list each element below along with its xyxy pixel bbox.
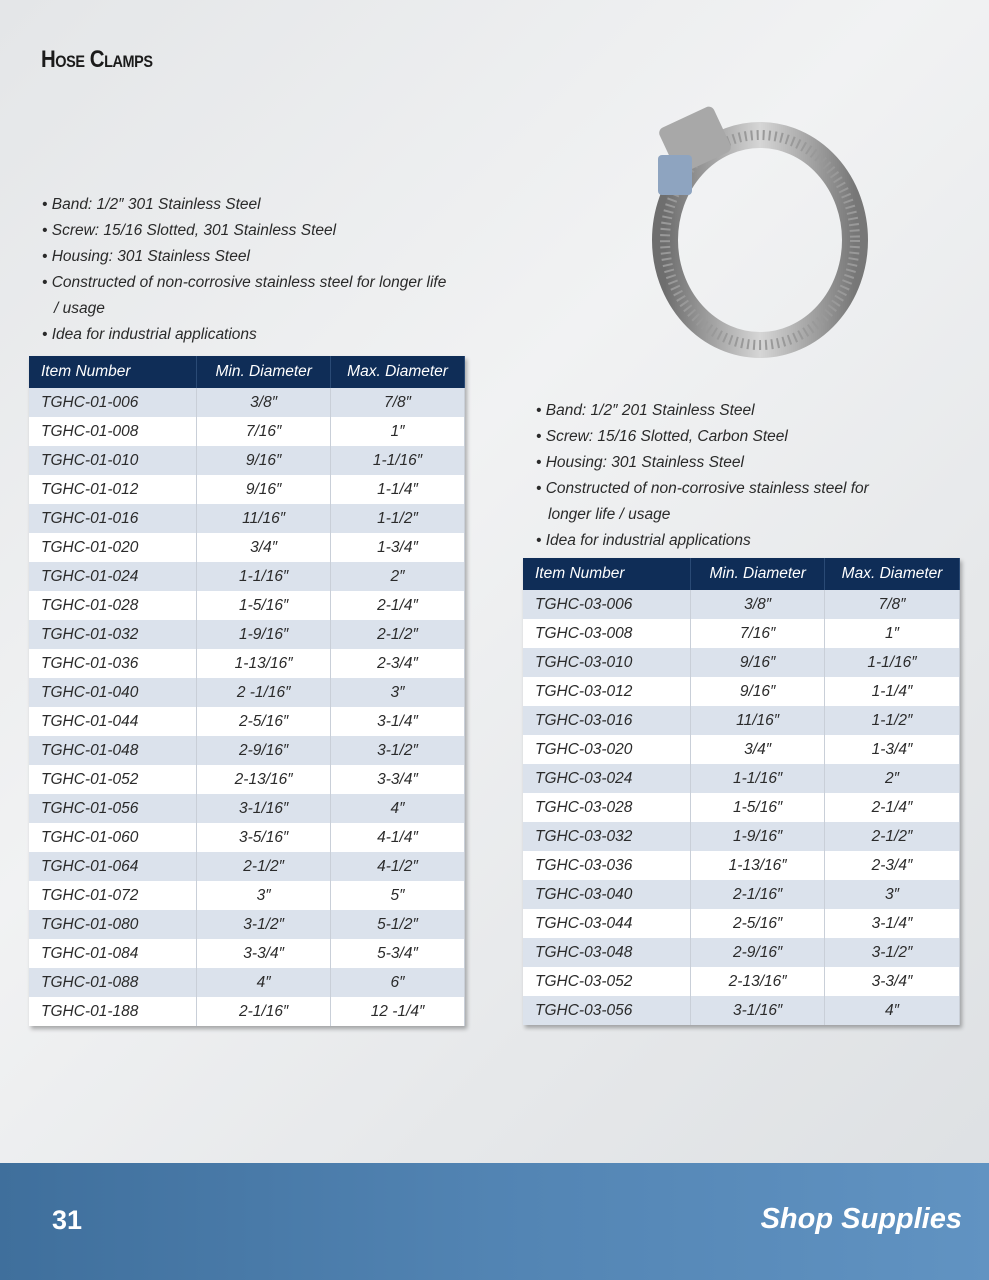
item-number-cell: TGHC-01-080: [29, 910, 197, 939]
item-number-cell: TGHC-01-032: [29, 620, 197, 649]
min-diameter-cell: 2 -1/16″: [197, 678, 331, 707]
max-diameter-cell: 12 -1/4″: [331, 997, 465, 1026]
item-number-cell: TGHC-01-024: [29, 562, 197, 591]
max-diameter-cell: 3-1/4″: [331, 707, 465, 736]
min-diameter-cell: 2-1/16″: [691, 880, 825, 909]
max-diameter-cell: 1-1/2″: [331, 504, 465, 533]
max-diameter-cell: 2-1/4″: [825, 793, 960, 822]
spec-bullet: • Band: 1/2″ 301 Stainless Steel: [42, 192, 452, 218]
min-diameter-cell: 1-1/16″: [691, 764, 825, 793]
table-row: [523, 764, 960, 793]
max-diameter-cell: 2-1/2″: [331, 620, 465, 649]
spec-bullet: • Constructed of non-corrosive stainless steel for longer life / usage: [536, 476, 896, 528]
item-number-cell: TGHC-01-072: [29, 881, 197, 910]
max-diameter-cell: 1-3/4″: [331, 533, 465, 562]
max-diameter-cell: 3-3/4″: [825, 967, 960, 996]
table-row: [523, 996, 960, 1025]
table-row: [29, 446, 465, 475]
item-number-cell: TGHC-03-016: [523, 706, 691, 735]
item-number-cell: TGHC-01-008: [29, 417, 197, 446]
item-number-cell: TGHC-03-048: [523, 938, 691, 967]
min-diameter-cell: 9/16″: [691, 677, 825, 706]
table-row: [29, 504, 465, 533]
spec-bullet: • Screw: 15/16 Slotted, 301 Stainless Steel: [42, 218, 452, 244]
item-number-cell: TGHC-03-040: [523, 880, 691, 909]
max-diameter-cell: 3-1/4″: [825, 909, 960, 938]
item-number-cell: TGHC-01-060: [29, 823, 197, 852]
section-name: Shop Supplies: [760, 1203, 962, 1235]
min-diameter-cell: 2-13/16″: [691, 967, 825, 996]
table-row: [29, 997, 465, 1026]
min-diameter-cell: 1-13/16″: [691, 851, 825, 880]
table-row: [523, 822, 960, 851]
spec-bullet: • Housing: 301 Stainless Steel: [536, 450, 896, 476]
item-number-cell: TGHC-01-084: [29, 939, 197, 968]
table-row: [29, 968, 465, 997]
min-diameter-cell: 11/16″: [197, 504, 331, 533]
table-row: [523, 851, 960, 880]
item-number-cell: TGHC-01-052: [29, 765, 197, 794]
max-diameter-cell: 4″: [825, 996, 960, 1025]
min-diameter-cell: 1-9/16″: [197, 620, 331, 649]
table-row: [29, 475, 465, 504]
table-row: [29, 736, 465, 765]
table-row: [29, 939, 465, 968]
min-diameter-cell: 2-9/16″: [197, 736, 331, 765]
min-diameter-cell: 3/8″: [197, 388, 331, 417]
max-diameter-cell: 1-1/16″: [331, 446, 465, 475]
column-header: Item Number: [29, 356, 197, 388]
hose-clamp-image: [640, 100, 880, 360]
table-row: [29, 591, 465, 620]
table-row: [523, 909, 960, 938]
table-row: [29, 852, 465, 881]
item-number-cell: TGHC-03-020: [523, 735, 691, 764]
max-diameter-cell: 1-1/2″: [825, 706, 960, 735]
max-diameter-cell: 4-1/4″: [331, 823, 465, 852]
page-title: Hose Clamps: [41, 46, 153, 73]
min-diameter-cell: 7/16″: [197, 417, 331, 446]
table-row: [523, 735, 960, 764]
max-diameter-cell: 2-3/4″: [331, 649, 465, 678]
table-row: [523, 706, 960, 735]
right-clamp-table: [523, 558, 960, 1025]
min-diameter-cell: 3/4″: [197, 533, 331, 562]
table-row: [29, 533, 465, 562]
table-row: [29, 678, 465, 707]
item-number-cell: TGHC-01-036: [29, 649, 197, 678]
max-diameter-cell: 2-1/2″: [825, 822, 960, 851]
min-diameter-cell: 3/8″: [691, 590, 825, 619]
item-number-cell: TGHC-01-010: [29, 446, 197, 475]
min-diameter-cell: 1-13/16″: [197, 649, 331, 678]
min-diameter-cell: 3-3/4″: [197, 939, 331, 968]
min-diameter-cell: 2-13/16″: [197, 765, 331, 794]
table-row: [523, 648, 960, 677]
max-diameter-cell: 2″: [825, 764, 960, 793]
min-diameter-cell: 3-5/16″: [197, 823, 331, 852]
min-diameter-cell: 2-1/2″: [197, 852, 331, 881]
item-number-cell: TGHC-03-012: [523, 677, 691, 706]
table-row: [29, 707, 465, 736]
max-diameter-cell: 3″: [825, 880, 960, 909]
min-diameter-cell: 2-5/16″: [691, 909, 825, 938]
column-header: Min. Diameter: [197, 356, 331, 388]
table-row: [523, 793, 960, 822]
item-number-cell: TGHC-01-188: [29, 997, 197, 1026]
max-diameter-cell: 2″: [331, 562, 465, 591]
item-number-cell: TGHC-03-024: [523, 764, 691, 793]
column-header: Max. Diameter: [331, 356, 465, 388]
max-diameter-cell: 2-1/4″: [331, 591, 465, 620]
max-diameter-cell: 3-1/2″: [825, 938, 960, 967]
min-diameter-cell: 1-1/16″: [197, 562, 331, 591]
max-diameter-cell: 7/8″: [331, 388, 465, 417]
table-row: [29, 620, 465, 649]
max-diameter-cell: 5-3/4″: [331, 939, 465, 968]
max-diameter-cell: 3″: [331, 678, 465, 707]
item-number-cell: TGHC-03-008: [523, 619, 691, 648]
max-diameter-cell: 1″: [331, 417, 465, 446]
item-number-cell: TGHC-01-056: [29, 794, 197, 823]
item-number-cell: TGHC-01-006: [29, 388, 197, 417]
min-diameter-cell: 2-5/16″: [197, 707, 331, 736]
column-header: Min. Diameter: [691, 558, 825, 590]
item-number-cell: TGHC-03-056: [523, 996, 691, 1025]
spec-bullet: • Housing: 301 Stainless Steel: [42, 244, 452, 270]
item-number-cell: TGHC-01-020: [29, 533, 197, 562]
item-number-cell: TGHC-03-010: [523, 648, 691, 677]
min-diameter-cell: 2-1/16″: [197, 997, 331, 1026]
max-diameter-cell: 1″: [825, 619, 960, 648]
max-diameter-cell: 7/8″: [825, 590, 960, 619]
min-diameter-cell: 3-1/2″: [197, 910, 331, 939]
item-number-cell: TGHC-01-012: [29, 475, 197, 504]
table-row: [523, 938, 960, 967]
min-diameter-cell: 4″: [197, 968, 331, 997]
table-row: [523, 619, 960, 648]
spec-bullet: • Constructed of non-corrosive stainless steel for longer life / usage: [42, 270, 452, 322]
table-row: [29, 823, 465, 852]
min-diameter-cell: 3-1/16″: [197, 794, 331, 823]
max-diameter-cell: 5-1/2″: [331, 910, 465, 939]
min-diameter-cell: 3-1/16″: [691, 996, 825, 1025]
item-number-cell: TGHC-01-064: [29, 852, 197, 881]
table-row: [523, 967, 960, 996]
max-diameter-cell: 1-1/16″: [825, 648, 960, 677]
min-diameter-cell: 1-5/16″: [691, 793, 825, 822]
table-row: [523, 880, 960, 909]
min-diameter-cell: 7/16″: [691, 619, 825, 648]
min-diameter-cell: 9/16″: [197, 446, 331, 475]
min-diameter-cell: 9/16″: [197, 475, 331, 504]
table-row: [523, 677, 960, 706]
item-number-cell: TGHC-03-028: [523, 793, 691, 822]
table-row: [29, 910, 465, 939]
min-diameter-cell: 1-9/16″: [691, 822, 825, 851]
column-header: Max. Diameter: [825, 558, 960, 590]
item-number-cell: TGHC-01-016: [29, 504, 197, 533]
item-number-cell: TGHC-03-036: [523, 851, 691, 880]
max-diameter-cell: 4″: [331, 794, 465, 823]
max-diameter-cell: 4-1/2″: [331, 852, 465, 881]
spec-bullet: • Band: 1/2″ 201 Stainless Steel: [536, 398, 896, 424]
max-diameter-cell: 1-1/4″: [825, 677, 960, 706]
right-spec-list: [536, 398, 896, 554]
max-diameter-cell: 2-3/4″: [825, 851, 960, 880]
max-diameter-cell: 5″: [331, 881, 465, 910]
item-number-cell: TGHC-01-028: [29, 591, 197, 620]
max-diameter-cell: 1-1/4″: [331, 475, 465, 504]
max-diameter-cell: 3-1/2″: [331, 736, 465, 765]
table-row: [523, 590, 960, 619]
table-row: [29, 388, 465, 417]
min-diameter-cell: 3″: [197, 881, 331, 910]
spec-bullet: • Screw: 15/16 Slotted, Carbon Steel: [536, 424, 896, 450]
table-row: [29, 794, 465, 823]
item-number-cell: TGHC-03-006: [523, 590, 691, 619]
max-diameter-cell: 1-3/4″: [825, 735, 960, 764]
table-row: [29, 417, 465, 446]
spec-bullet: • Idea for industrial applications: [536, 528, 896, 554]
table-row: [29, 765, 465, 794]
min-diameter-cell: 11/16″: [691, 706, 825, 735]
item-number-cell: TGHC-03-032: [523, 822, 691, 851]
left-clamp-table: [29, 356, 465, 1026]
item-number-cell: TGHC-01-088: [29, 968, 197, 997]
column-header: Item Number: [523, 558, 691, 590]
item-number-cell: TGHC-01-040: [29, 678, 197, 707]
max-diameter-cell: 3-3/4″: [331, 765, 465, 794]
table-row: [29, 562, 465, 591]
item-number-cell: TGHC-01-048: [29, 736, 197, 765]
item-number-cell: TGHC-03-052: [523, 967, 691, 996]
page-number: 31: [52, 1205, 83, 1235]
min-diameter-cell: 1-5/16″: [197, 591, 331, 620]
item-number-cell: TGHC-03-044: [523, 909, 691, 938]
item-number-cell: TGHC-01-044: [29, 707, 197, 736]
left-spec-list: [42, 192, 452, 348]
table-row: [29, 881, 465, 910]
table-row: [29, 649, 465, 678]
min-diameter-cell: 3/4″: [691, 735, 825, 764]
min-diameter-cell: 2-9/16″: [691, 938, 825, 967]
footer-bar: [0, 1163, 989, 1280]
spec-bullet: • Idea for industrial applications: [42, 322, 452, 348]
min-diameter-cell: 9/16″: [691, 648, 825, 677]
max-diameter-cell: 6″: [331, 968, 465, 997]
